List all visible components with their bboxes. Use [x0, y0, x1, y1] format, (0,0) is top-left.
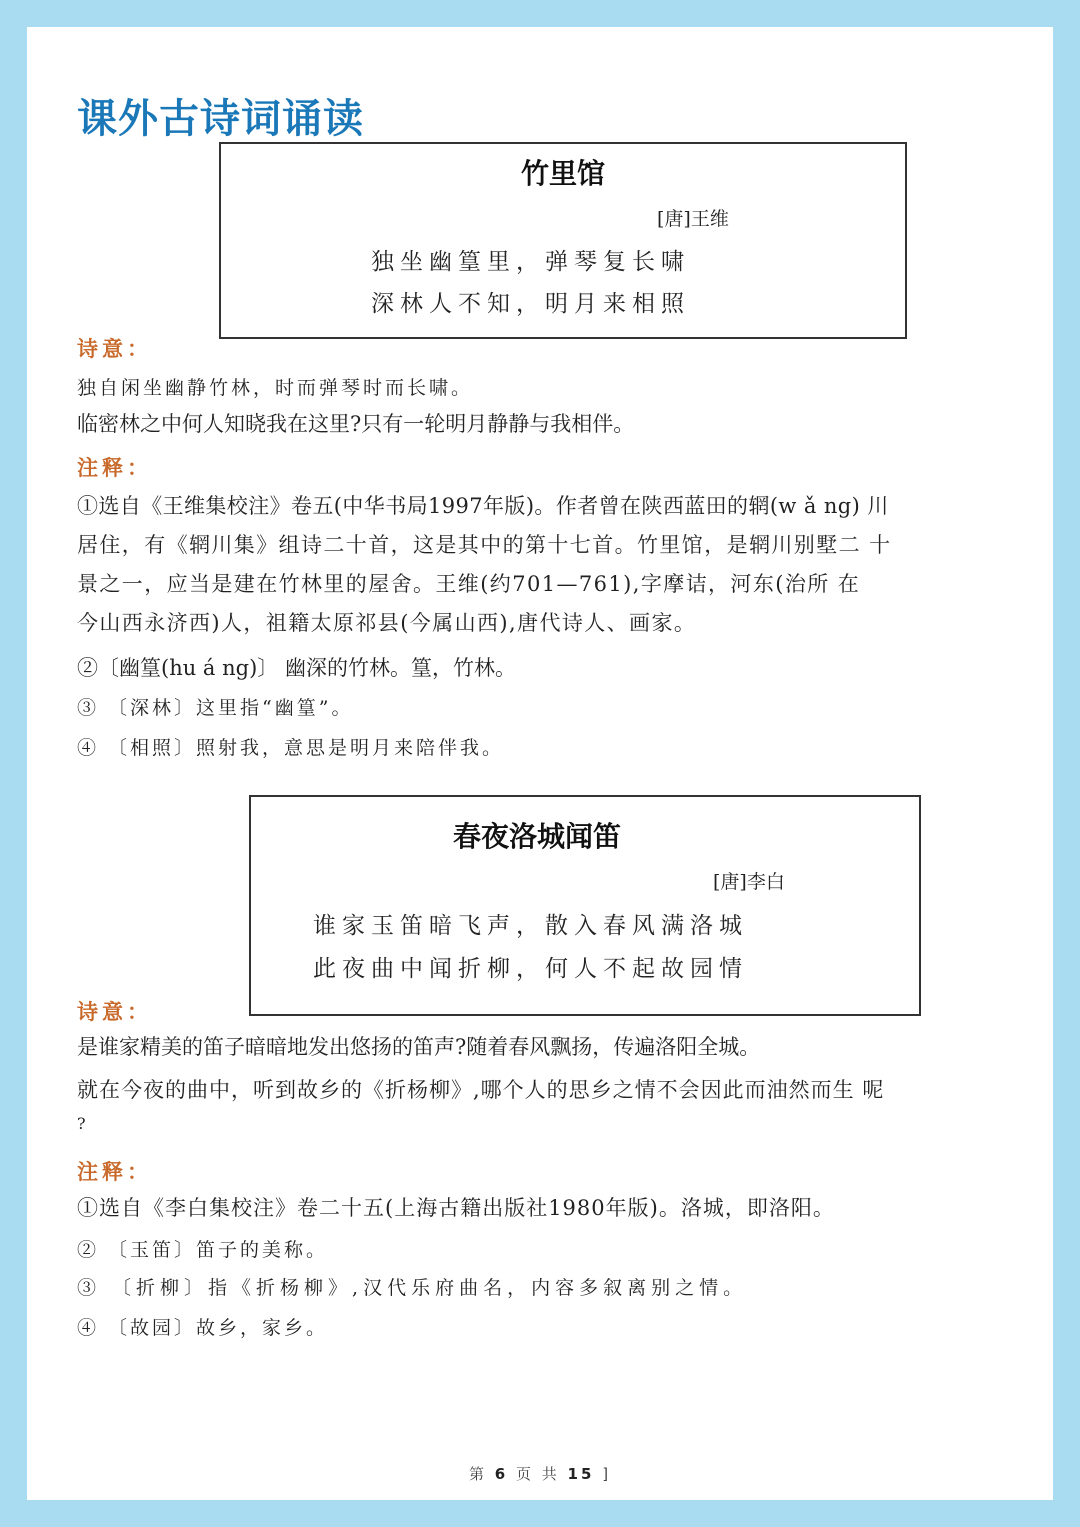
footer-middle: 页 共 [515, 1465, 560, 1483]
note-line: ④ 〔相照〕照射我，意思是明月来陪伴我。 [77, 737, 505, 759]
note-line: ④ 〔故园〕故乡，家乡。 [77, 1317, 329, 1339]
note-line: ② 〔玉笛〕笛子的美称。 [77, 1239, 329, 1261]
footer-prefix: 第 [468, 1465, 487, 1483]
meaning-label: 诗意： [77, 1000, 152, 1024]
poem-line: 谁家玉笛暗飞声，散入春风满洛城 [313, 913, 748, 939]
note-line: ③ 〔深林〕这里指“幽篁”。 [77, 697, 354, 719]
note-line: ①选自《李白集校注》卷二十五(上海古籍出版社1980年版)。洛城，即洛阳。 [77, 1196, 835, 1220]
poem-author: [唐]王维 [657, 208, 729, 230]
poem-line: 深林人不知，明月来相照 [371, 291, 690, 317]
poem-box-2 [249, 795, 921, 1016]
note-line: 居住，有《辋川集》组诗二十首，这是其中的第十七首。竹里馆，是辋川别墅二 十 [77, 533, 892, 557]
poem-line: 独坐幽篁里，弹琴复长啸 [371, 249, 690, 275]
poem-title: 春夜洛城闻笛 [452, 820, 621, 853]
poem-author: [唐]李白 [713, 871, 785, 893]
meaning-line: 独自闲坐幽静竹林，时而弹琴时而长啸。 [77, 377, 474, 399]
page-footer [27, 1463, 1053, 1484]
footer-suffix: ] [602, 1465, 612, 1483]
poem-box-1 [219, 142, 907, 339]
notes-label: 注释： [77, 456, 152, 480]
page-heading: 课外古诗词诵读 [77, 96, 364, 142]
meaning-line: ? [77, 1114, 86, 1133]
note-line: ①选自《王维集校注》卷五(中华书局1997年版)。作者曾在陕西蓝田的辋(w ǎ ng) 川 [77, 494, 889, 518]
note-line: ②〔幽篁(hu á ng)〕 幽深的竹林。篁，竹林。 [77, 656, 516, 680]
document-page [27, 27, 1053, 1500]
meaning-line: 就在今夜的曲中，听到故乡的《折杨柳》,哪个人的思乡之情不会因此而油然而生 呢 [77, 1078, 885, 1102]
note-line: ③ 〔折柳〕指《折杨柳》,汉代乐府曲名，内容多叙离别之情。 [77, 1277, 748, 1299]
total-pages-number: 15 [567, 1465, 595, 1483]
note-line: 今山西永济西)人，祖籍太原祁县(今属山西),唐代诗人、画家。 [77, 611, 697, 635]
notes-label: 注释： [77, 1160, 152, 1184]
poem-line: 此夜曲中闻折柳，何人不起故园情 [313, 956, 748, 982]
note-line: 景之一，应当是建在竹林里的屋舍。王维(约701—761),字摩诘，河东(治所 在 [77, 572, 861, 596]
meaning-label: 诗意： [77, 337, 152, 361]
current-page-number: 6 [494, 1465, 509, 1483]
poem-title: 竹里馆 [520, 157, 605, 190]
meaning-line: 临密林之中何人知晓我在这里?只有一轮明月静静与我相伴。 [77, 412, 635, 436]
meaning-line: 是谁家精美的笛子暗暗地发出悠扬的笛声?随着春风飘扬，传遍洛阳全城。 [77, 1035, 761, 1059]
